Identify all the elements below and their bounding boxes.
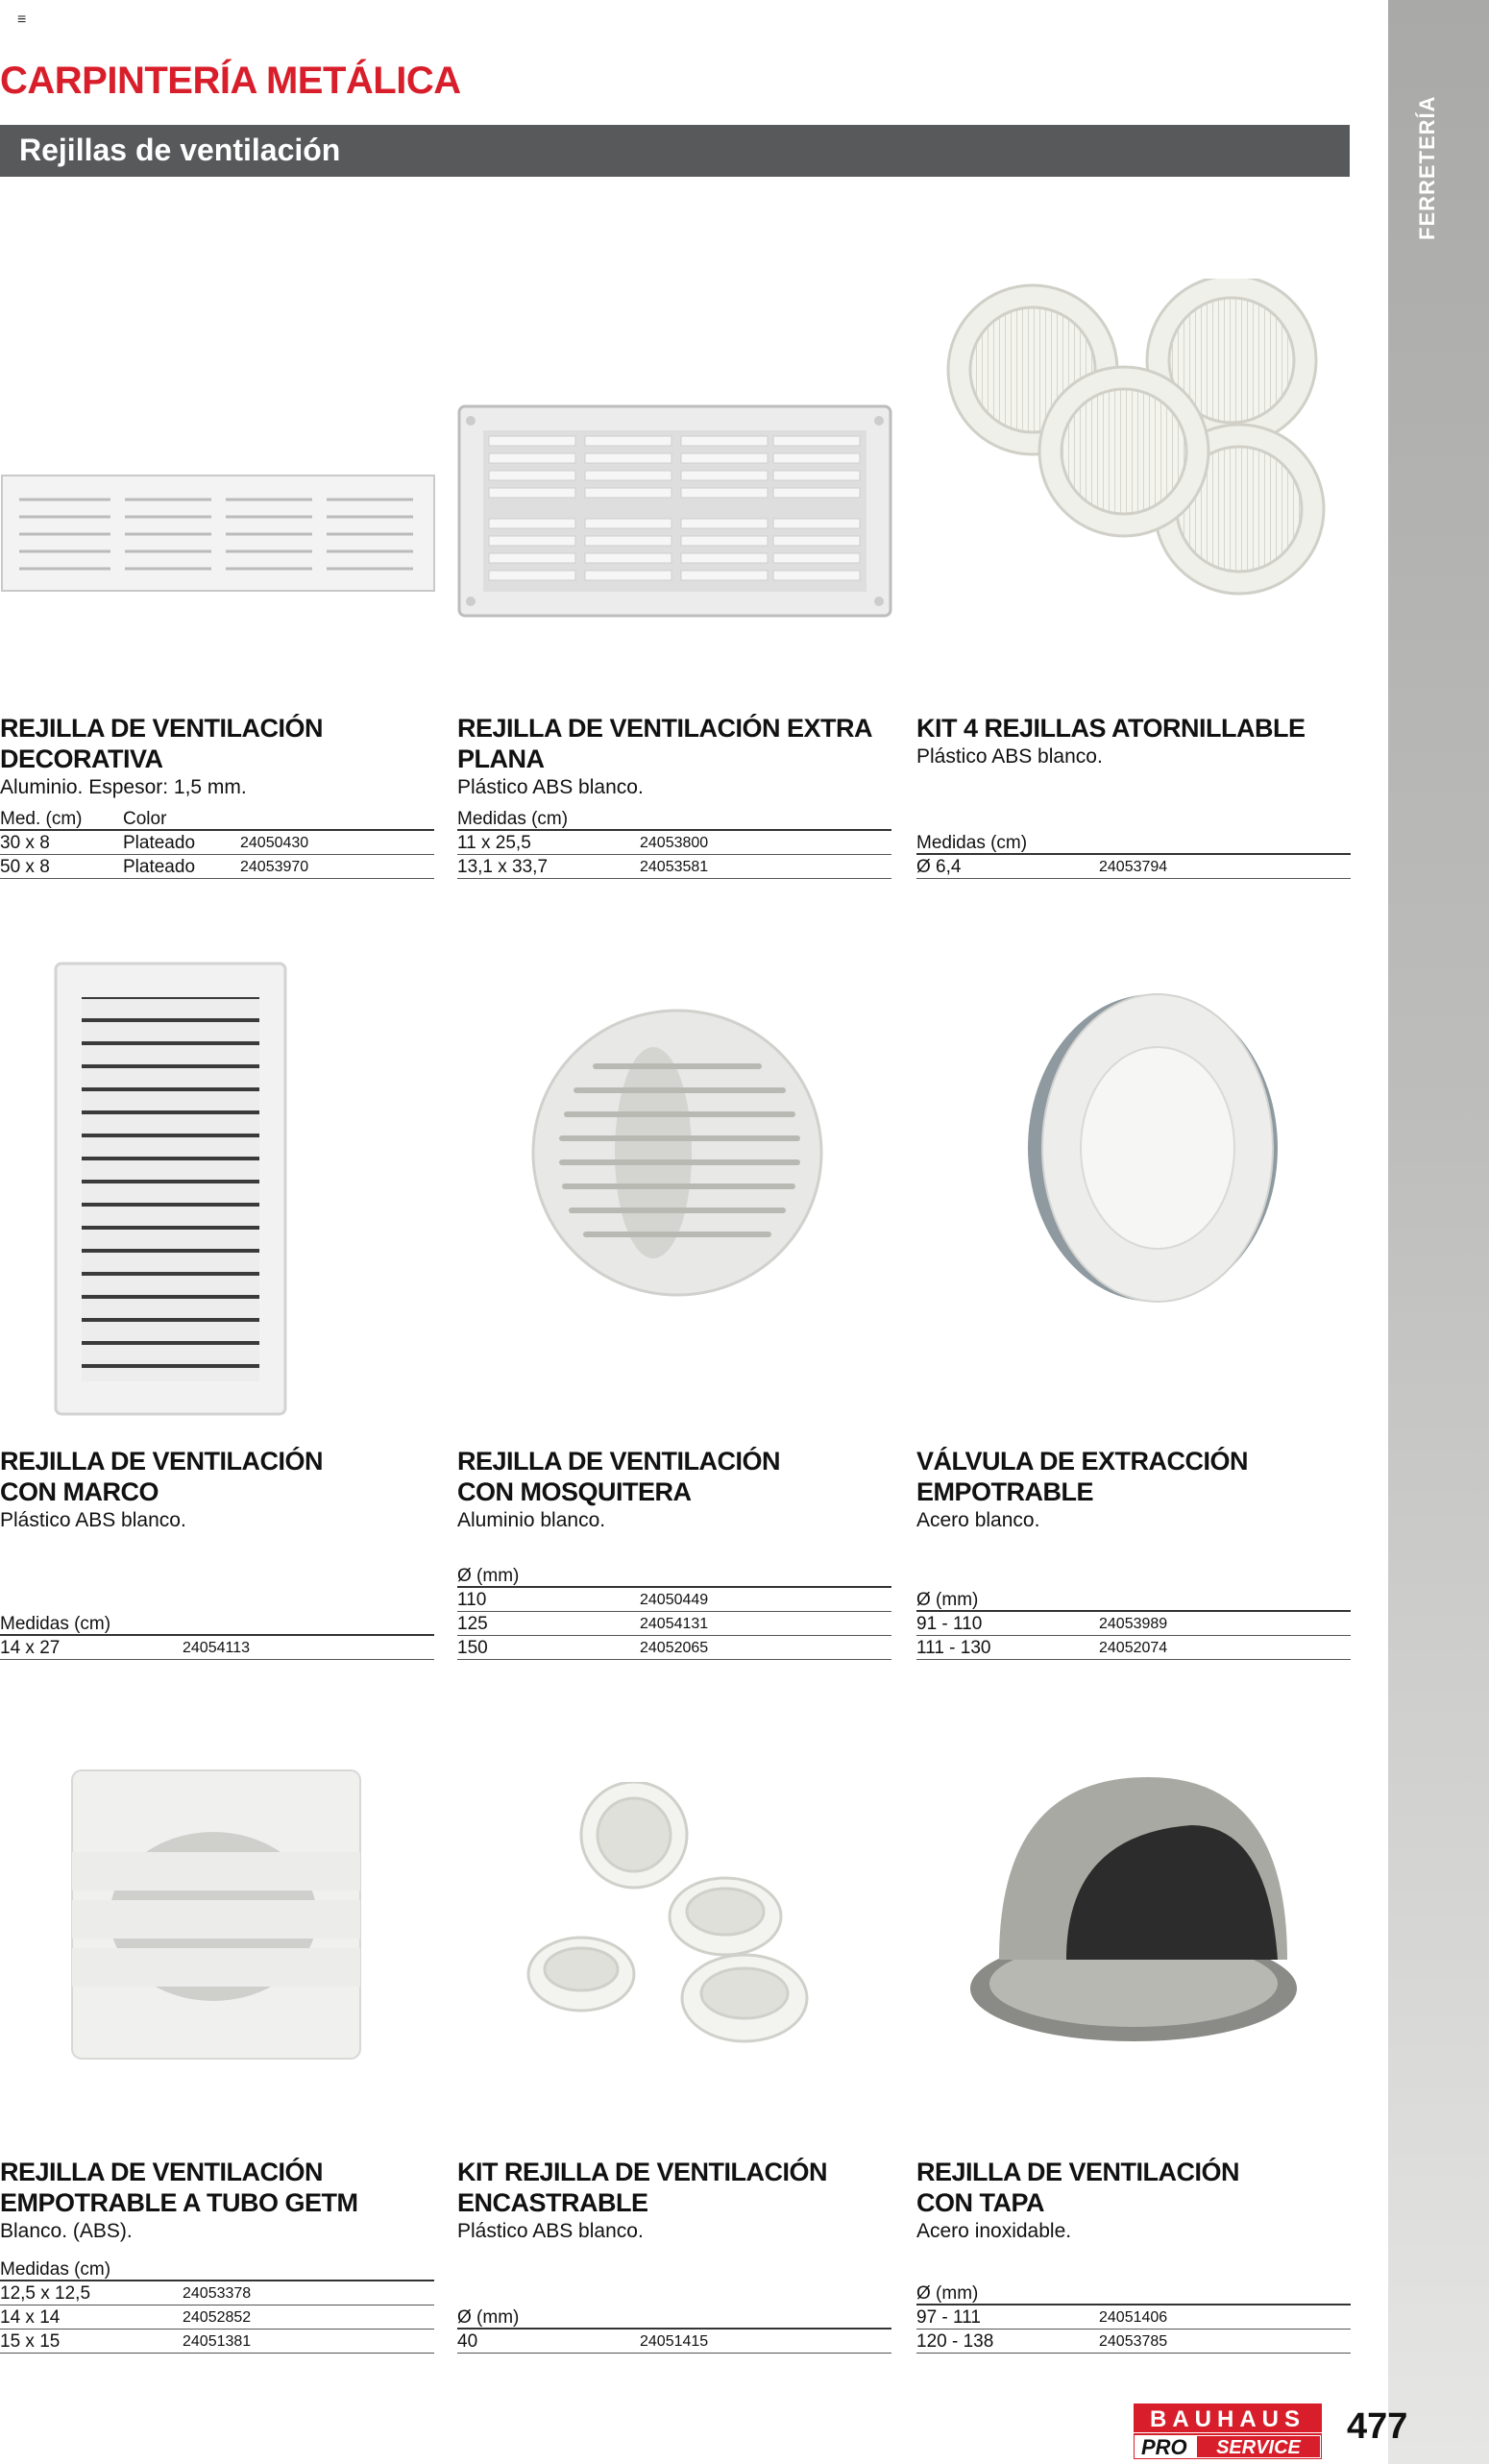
product-recessed-vent-kit (457, 2157, 891, 2245)
spec-header (457, 1564, 891, 1588)
side-category-label: FERRETERÍA (1415, 95, 1439, 240)
product-description: Blanco. (ABS). (0, 2220, 133, 2242)
spec-code: 24052852 (183, 2309, 252, 2326)
spec-size: 120 - 138 (916, 2331, 994, 2352)
recessed-vent-kit-image (519, 1782, 836, 2061)
spec-code: 24051406 (1099, 2309, 1168, 2326)
spec-header (457, 807, 891, 831)
product-name-line2: EMPOTRABLE A TUBO GETM (0, 2188, 358, 2217)
spec-code: 24053970 (240, 859, 309, 875)
spec-row (916, 2305, 1351, 2330)
spec-code: 24054113 (183, 1640, 250, 1656)
product-description: Plástico ABS blanco. (916, 745, 1103, 768)
spec-size: 110 (457, 1590, 487, 1610)
product-capped-vent (916, 2157, 1351, 2245)
spec-header (0, 1612, 434, 1636)
spec-code: 24053378 (183, 2285, 252, 2302)
spec-header (916, 831, 1351, 855)
logo-bottom-text-2: SERVICE (1216, 2437, 1301, 2458)
spec-size: 91 - 110 (916, 1614, 983, 1634)
spec-row (457, 2330, 891, 2354)
spec-table (916, 2281, 1351, 2354)
spec-table (0, 1612, 434, 1660)
page-number: 477 (1347, 2406, 1408, 2447)
product-name-line2: CON MARCO (0, 1477, 159, 1506)
product-name-line1: REJILLA DE VENTILACIÓN (0, 2158, 324, 2186)
spec-code: 24050430 (240, 835, 309, 851)
spec-table (916, 831, 1351, 879)
spec-row (0, 855, 434, 879)
product-description: Acero blanco. (916, 1509, 1040, 1531)
section-header (0, 125, 1350, 177)
spec-row (916, 1636, 1351, 1660)
product-description: Aluminio. Espesor: 1,5 mm. (0, 776, 247, 798)
spec-color: Plateado (123, 857, 196, 877)
spec-size: 11 x 25,5 (457, 833, 531, 853)
spec-row (457, 1588, 891, 1612)
spec-row (916, 2330, 1351, 2354)
product-extraction-valve (916, 1446, 1351, 1534)
page-title: CARPINTERÍA METÁLICA (0, 60, 461, 102)
spec-header-size: Medidas (cm) (0, 1614, 111, 1634)
spec-size: 13,1 x 33,7 (457, 857, 549, 877)
spec-table (0, 2257, 434, 2354)
spec-table (457, 1564, 891, 1660)
spec-size: 50 x 8 (0, 857, 50, 877)
spec-header-size: Ø (mm) (916, 1590, 979, 1610)
spec-header (916, 1588, 1351, 1612)
spec-code: 24051381 (183, 2333, 252, 2350)
product-mosquito-vent (457, 1446, 891, 1534)
product-framed-vent (0, 1446, 434, 1534)
spec-code: 24053794 (1099, 859, 1168, 875)
product-extra-flat-vent (457, 713, 891, 801)
product-description: Acero inoxidable. (916, 2220, 1072, 2242)
spec-code: 24052065 (640, 1640, 709, 1656)
tube-vent-image (69, 1768, 363, 2061)
spec-size: 15 x 15 (0, 2331, 61, 2352)
spec-header-size: Ø (mm) (457, 1566, 520, 1586)
product-name-line2: EMPOTRABLE (916, 1477, 1093, 1506)
spec-size: 150 (457, 1638, 488, 1658)
spec-size: 14 x 14 (0, 2307, 61, 2328)
spec-size: 40 (457, 2331, 478, 2352)
spec-row (457, 855, 891, 879)
spec-code: 24052074 (1099, 1640, 1168, 1656)
spec-header-size: Med. (cm) (0, 809, 83, 829)
product-name: REJILLA DE VENTILACIÓN DECORATIVA (0, 714, 324, 773)
spec-size: 12,5 x 12,5 (0, 2283, 91, 2304)
spec-row (0, 2305, 434, 2330)
spec-header-color: Color (123, 809, 167, 829)
spec-size: 30 x 8 (0, 833, 50, 853)
spec-size: 97 - 111 (916, 2307, 981, 2328)
spec-row (0, 1636, 434, 1660)
product-name-line1: VÁLVULA DE EXTRACCIÓN (916, 1447, 1249, 1476)
menu-icon[interactable]: ≡ (17, 12, 27, 28)
spec-row (916, 1612, 1351, 1636)
spec-header-size: Medidas (cm) (916, 833, 1028, 853)
spec-table (0, 807, 434, 879)
spec-header-size: Ø (mm) (457, 2307, 520, 2328)
extra-flat-vent-image (456, 403, 893, 620)
side-strip (1388, 0, 1489, 2464)
bauhaus-logo (1134, 2403, 1322, 2459)
product-description: Plástico ABS blanco. (457, 776, 644, 798)
spec-size: 14 x 27 (0, 1638, 61, 1658)
extraction-valve-image (989, 989, 1278, 1316)
spec-header (916, 2281, 1351, 2305)
mosquito-vent-image (519, 999, 826, 1306)
spec-header-size: Ø (mm) (916, 2283, 979, 2304)
product-name-line1: REJILLA DE VENTILACIÓN (916, 2158, 1240, 2186)
spec-row (0, 2281, 434, 2305)
product-kit-4-vents (916, 713, 1351, 770)
product-tube-vent (0, 2157, 434, 2245)
spec-code: 24053989 (1099, 1616, 1168, 1632)
product-description: Aluminio blanco. (457, 1509, 606, 1531)
product-name-line2: CON TAPA (916, 2188, 1044, 2217)
spec-row (457, 1636, 891, 1660)
product-description: Plástico ABS blanco. (0, 1509, 186, 1531)
spec-row (0, 831, 434, 855)
spec-code: 24053785 (1099, 2333, 1168, 2350)
spec-code: 24053800 (640, 835, 709, 851)
framed-vent-image (53, 961, 288, 1417)
product-name-line1: REJILLA DE VENTILACIÓN (0, 1447, 324, 1476)
spec-row (0, 2330, 434, 2354)
spec-header-size: Medidas (cm) (0, 2259, 111, 2280)
spec-row (457, 831, 891, 855)
spec-size: Ø 6,4 (916, 857, 962, 877)
spec-table (457, 807, 891, 879)
product-name: REJILLA DE VENTILACIÓN EXTRA PLANA (457, 714, 872, 773)
section-title: Rejillas de ventilación (19, 133, 341, 167)
spec-code: 24054131 (640, 1616, 709, 1632)
product-description: Plástico ABS blanco. (457, 2220, 644, 2242)
spec-row (916, 855, 1351, 879)
product-name-line1: REJILLA DE VENTILACIÓN (457, 1447, 781, 1476)
spec-color: Plateado (123, 833, 196, 853)
product-name-line2: CON MOSQUITERA (457, 1477, 692, 1506)
capped-vent-image (961, 1758, 1306, 2065)
spec-header-size: Medidas (cm) (457, 809, 569, 829)
spec-code: 24051415 (640, 2333, 709, 2350)
logo-top-text: BAUHAUS (1150, 2406, 1306, 2432)
spec-table (457, 2305, 891, 2354)
spec-row (457, 1612, 891, 1636)
product-name: KIT 4 REJILLAS ATORNILLABLE (916, 714, 1306, 743)
spec-header (457, 2305, 891, 2330)
spec-size: 111 - 130 (916, 1638, 991, 1658)
product-name-line2: ENCASTRABLE (457, 2188, 648, 2217)
spec-table (916, 1588, 1351, 1660)
spec-code: 24053581 (640, 859, 709, 875)
spec-header (0, 807, 434, 831)
decorative-vent-image (0, 471, 437, 596)
spec-header (0, 2257, 434, 2281)
product-name-line1: KIT REJILLA DE VENTILACIÓN (457, 2158, 828, 2186)
kit-4-vents-image (941, 279, 1326, 605)
spec-code: 24050449 (640, 1592, 709, 1608)
spec-size: 125 (457, 1614, 488, 1634)
logo-bottom-text-1: PRO (1141, 2435, 1187, 2459)
product-decorative-vent (0, 713, 434, 801)
